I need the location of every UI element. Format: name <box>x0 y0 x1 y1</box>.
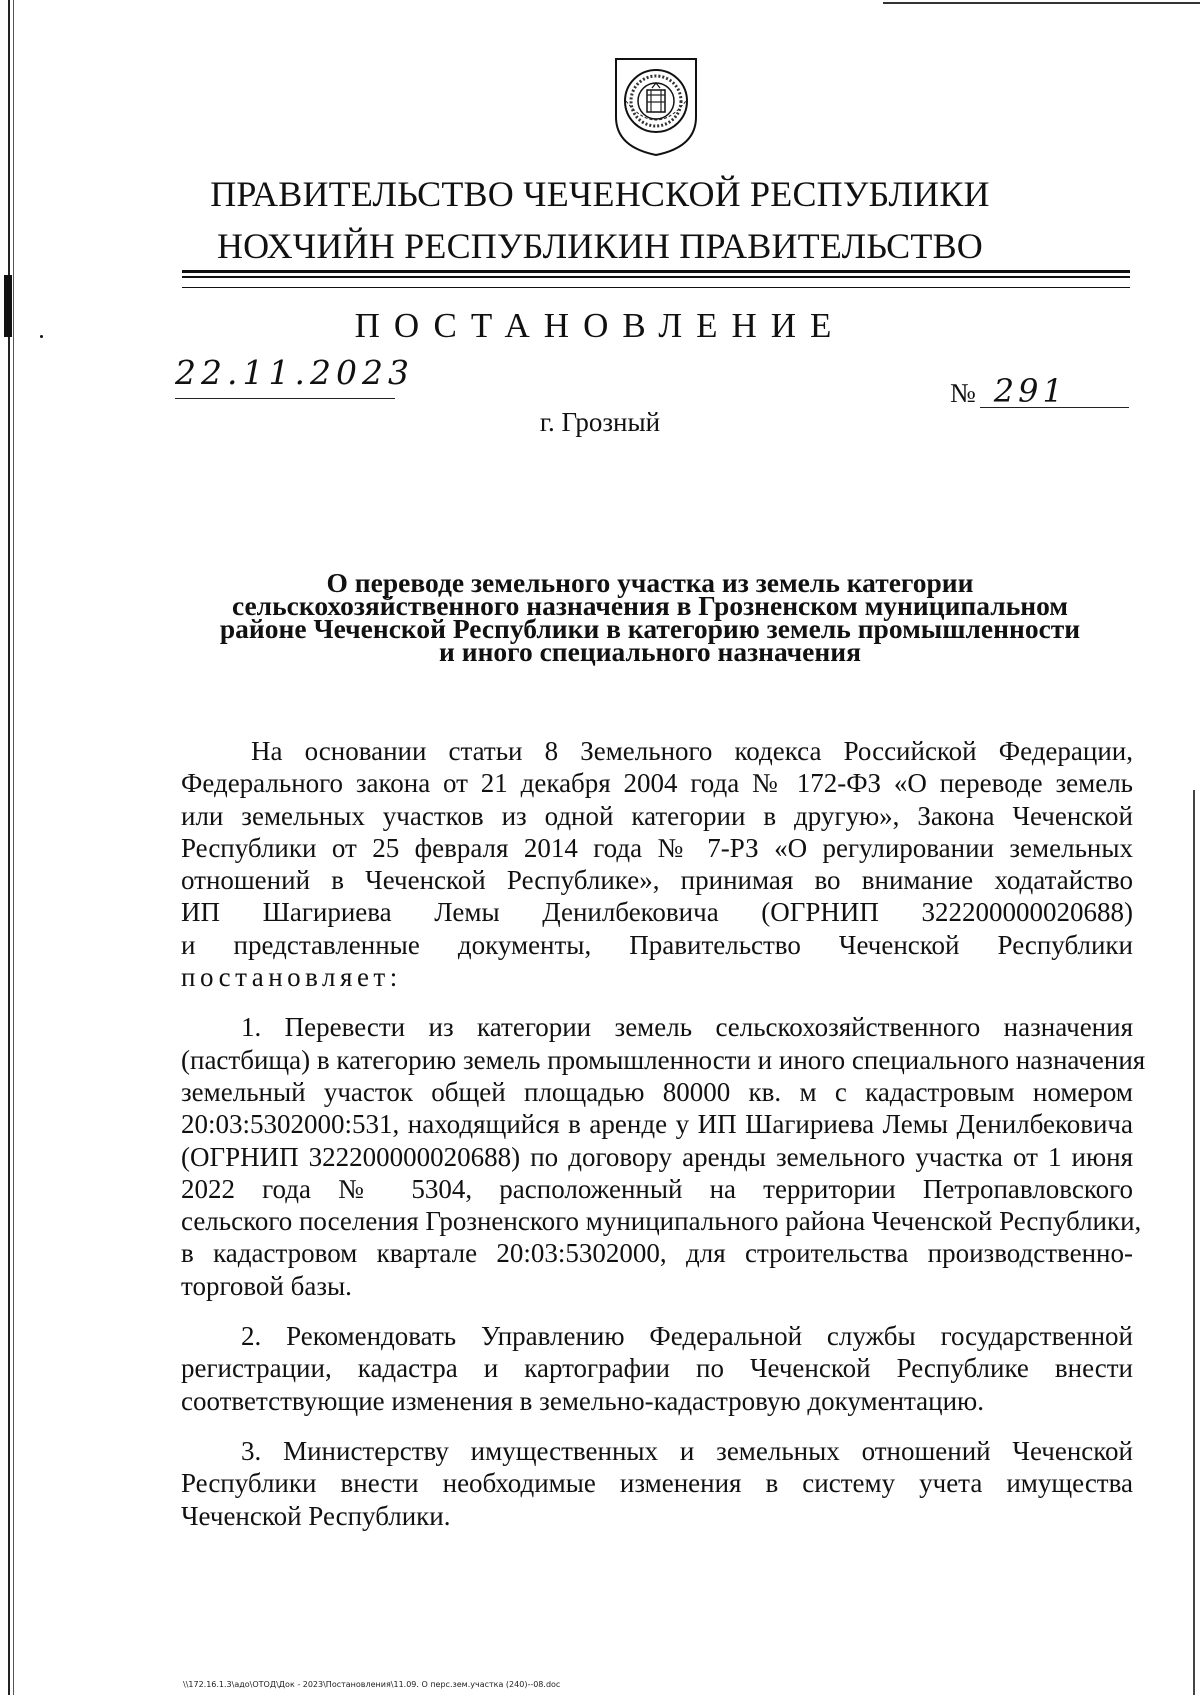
item-1-line: (ОГРНИП 322200000020688) по договору аренды земельного участка от 1 июня <box>181 1141 1133 1172</box>
preamble-line-resolves: постановляет: <box>181 962 402 993</box>
item-1-line: 1. Перевести из категории земель сельскохозяйственного назначения <box>241 1012 1133 1043</box>
document-date: 22.11.2023 <box>175 350 395 399</box>
header-rule-thick <box>182 270 1130 273</box>
title-line: и иного специального назначения <box>439 636 861 667</box>
title-line: О переводе земельного участка из земель категории <box>326 567 974 598</box>
scan-edge-right <box>1193 790 1195 1695</box>
file-path-footer: \\172.16.1.3\адо\ОТОД\Док - 2023\Постановления\11.09. О перс.зем.участка (240)--08.doc <box>183 1680 561 1689</box>
item-1-line: сельского поселения Грозненского муниципального района Чеченской Республики, <box>181 1206 1142 1237</box>
title-line: районе Чеченской Республики в категорию земель промышленности <box>219 613 1081 644</box>
preamble-line: или земельных участков из одной категории в другую», Закона Чеченской <box>181 800 1133 831</box>
preamble-line: отношений в Чеченской Республике», принимая во внимание ходатайство <box>181 865 1133 896</box>
item-1-line: 2022 года № 5304, расположенный на территории Петропавловского <box>181 1173 1133 1204</box>
preamble-paragraph <box>181 735 1133 993</box>
preamble-line: На основании статьи 8 Земельного кодекса Российской Федерации, <box>251 736 1133 766</box>
item-1-line: (пастбища) в категорию земель промышленности и иного специального назначения <box>181 1044 1146 1075</box>
number-value: 291 <box>980 375 1129 408</box>
item-2-paragraph <box>181 1320 1133 1417</box>
document-body <box>181 735 1146 1532</box>
gov-title-ce: НОХЧИЙН РЕСПУБЛИКИН ПРАВИТЕЛЬСТВО <box>216 226 983 266</box>
item-3-line: 3. Министерству имущественных и земельных отношений Чеченской <box>241 1435 1133 1466</box>
preamble-line: Республики от 25 февраля 2014 года № 7-РЗ «О регулировании земельных <box>181 832 1133 863</box>
item-1-line: торговой базы. <box>181 1270 352 1301</box>
item-3-line: Чеченской Республики. <box>181 1500 451 1531</box>
header-rule-thin <box>182 287 1130 288</box>
document-title <box>180 567 1120 667</box>
item-1-line: земельный участок общей площадью 80000 кв. м с кадастровым номером <box>181 1076 1133 1107</box>
item-3-paragraph <box>181 1435 1133 1532</box>
number-label: № <box>950 378 976 408</box>
document-number <box>950 372 1129 410</box>
preamble-line: и представленные документы, Правительство Чеченской Республики <box>181 929 1133 960</box>
item-2-line: соответствующие изменения в земельно-кадастровую документацию. <box>181 1385 984 1416</box>
item-2-line: 2. Рекомендовать Управлению Федеральной службы государственной <box>241 1321 1133 1352</box>
coat-of-arms-emblem <box>612 55 700 157</box>
document-type: ПОСТАНОВЛЕНИЕ <box>354 306 846 345</box>
title-line: сельскохозяйственного назначения в Грозненском муниципальном <box>231 590 1069 621</box>
item-1-line: 20:03:5302000:531, находящийся в аренде у ИП Шагириева Лемы Денилбековича <box>181 1109 1133 1140</box>
item-2-line: регистрации, кадастра и картографии по Чеченской Республике внести <box>181 1353 1133 1384</box>
header-rule-middle <box>182 276 1130 278</box>
item-1-paragraph <box>181 1011 1146 1302</box>
gov-title-ru: ПРАВИТЕЛЬСТВО ЧЕЧЕНСКОЙ РЕСПУБЛИКИ <box>210 174 990 214</box>
preamble-line: Федерального закона от 21 декабря 2004 года № 172-ФЗ «О переводе земель <box>181 768 1133 799</box>
item-3-line: Республики внести необходимые изменения в систему учета имущества <box>181 1468 1133 1499</box>
item-1-line: в кадастровом квартале 20:03:5302000, для строительства производственно- <box>181 1238 1133 1269</box>
preamble-line: ИП Шагириева Лемы Денилбековича (ОГРНИП 322200000020688) <box>181 897 1133 928</box>
city: г. Грозный <box>539 407 661 437</box>
scan-edge-top <box>883 2 1200 4</box>
